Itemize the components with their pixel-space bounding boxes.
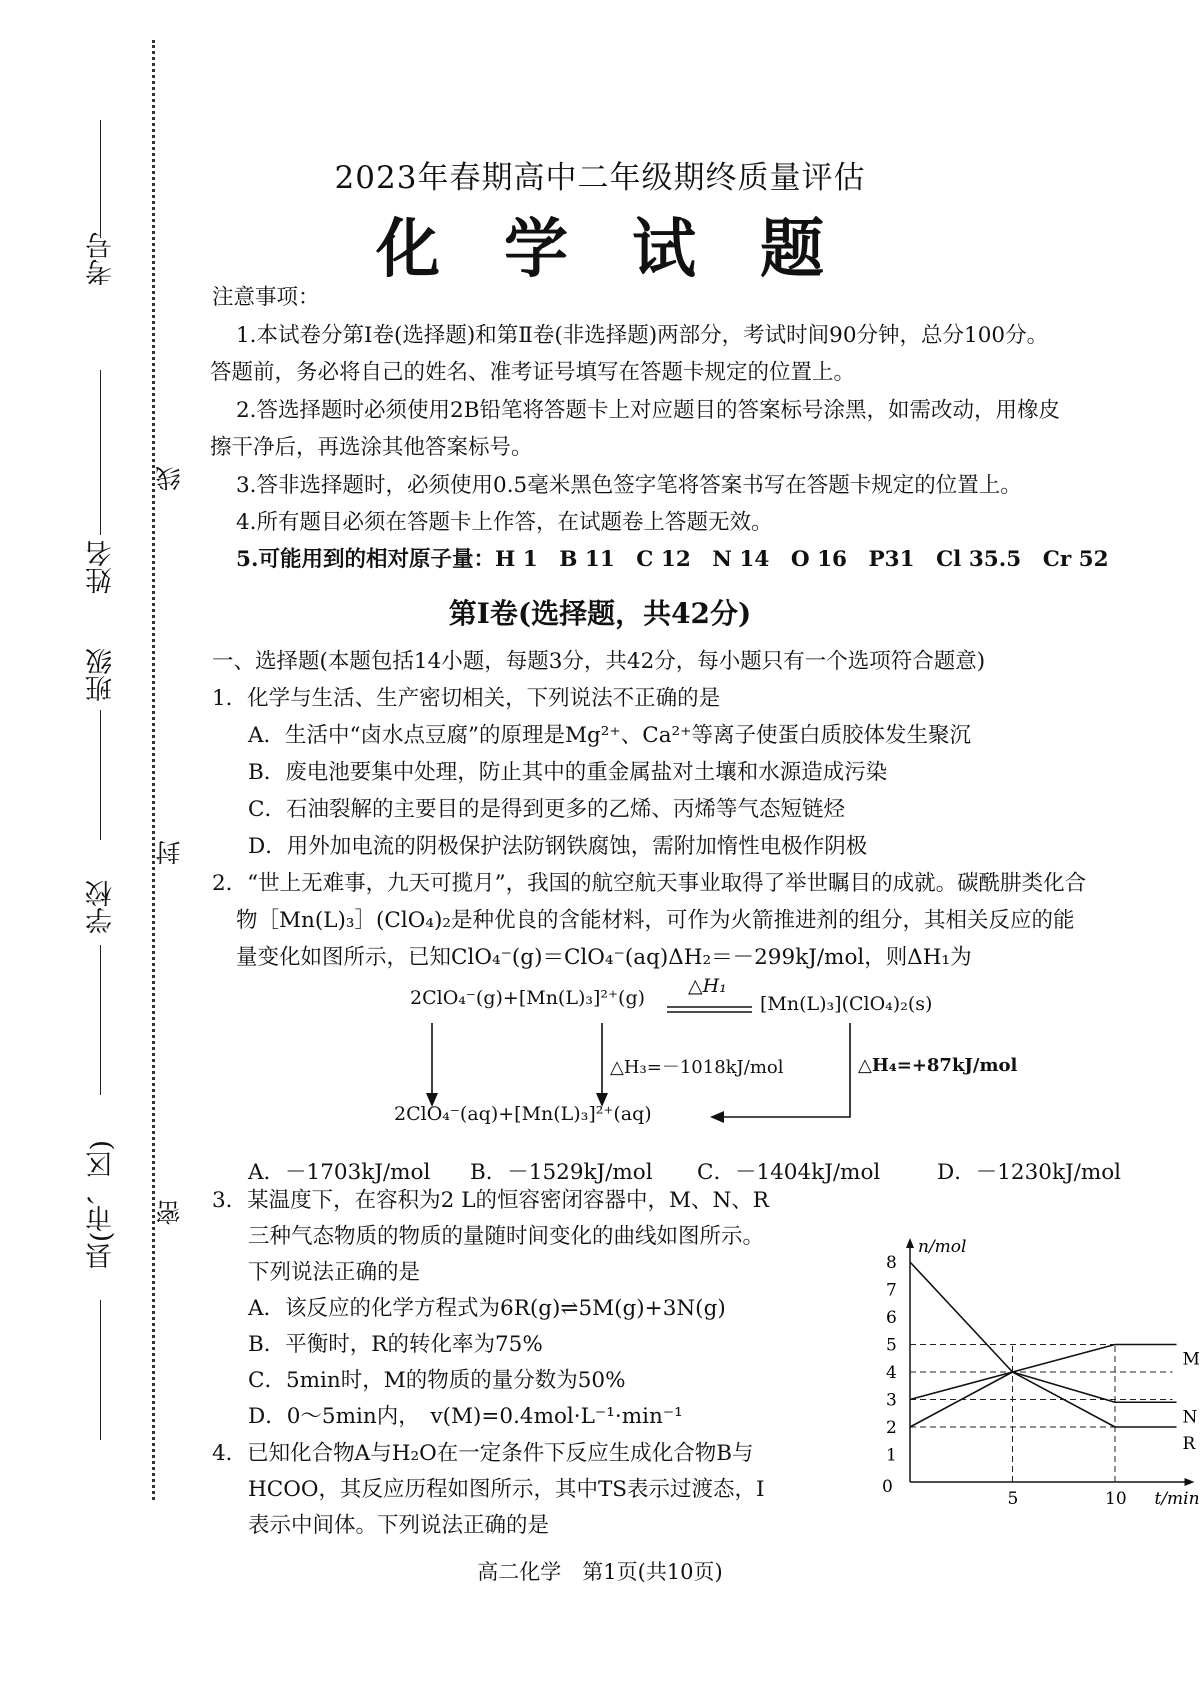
q2-stem-line-3: 量变化如图所示，已知ClO₄⁻(g)＝ClO₄⁻(aq)ΔH₂＝－299kJ/mol，则ΔH₁为 [236,945,972,970]
y-tick-label-2: 2 [886,1418,897,1438]
seal-mark-xian: 线 [155,466,184,491]
y-tick-label-6: 6 [886,1308,897,1328]
origin-label: 0 [882,1477,893,1497]
diagram-dh3: △H₃=－1018kJ/mol [610,1057,784,1078]
seal-mark-mi: 密 [155,1200,184,1225]
diagram-left-top: 2ClO₄⁻(g)+[Mn(L)₃]²⁺(g) [410,987,646,1009]
notes-heading: 注意事项： [212,285,320,310]
note-line-3: 3.答非选择题时，必须使用0.5毫米黑色签字笔将答案书写在答题卡规定的位置上。 [236,473,1022,498]
y-axis-arrowhead [906,1238,914,1248]
q3-chart [860,1220,1200,1510]
y-tick-label-3: 3 [886,1390,897,1411]
sidebar-label-kaohao: 考号 [86,232,117,286]
note-line-5: 5.可能用到的相对原子量：H 1 B 11 C 12 N 14 O 16 P31 Cl 35.5 Cr 52 [236,547,1109,572]
q2-option-c: C．－1404kJ/mol [697,1160,881,1185]
note-line-1: 1.本试卷分第Ⅰ卷(选择题)和第Ⅱ卷(非选择题)两部分，考试时间90分钟，总分100分。 [236,323,1049,348]
exam-subtitle: 2023年春期高中二年级期终质量评估 [334,160,866,196]
q2-stem-line-1: 2．“世上无难事，九天可揽月”，我国的航空航天事业取得了举世瞩目的成就。碳酰肼类化合 [212,871,1087,896]
energy-cycle-diagram [394,975,1030,1145]
y-tick-label-4: 4 [886,1363,897,1383]
sidebar-label-xuexiao: 学校 [86,880,117,934]
q2-stem-line-2: 物［Mn(L)₃］(ClO₄)₂是种优良的含能材料，可作为火箭推进剂的组分，其相关反应的能 [236,908,1075,933]
sidebar-label-banji: 班级 [86,648,117,702]
q3-option-b: B．平衡时，R的转化率为75% [248,1332,543,1357]
q3-option-d: D．0～5min内， v(M)=0.4mol·L⁻¹·min⁻¹ [248,1404,683,1429]
q1-stem: 1．化学与生活、生产密切相关，下列说法不正确的是 [212,686,721,711]
q4-stem-line-2: HCOO，其反应历程如图所示，其中TS表示过渡态，I [248,1477,765,1502]
series-line-M [910,1345,1177,1428]
q1-option-c: C．石油裂解的主要目的是得到更多的乙烯、丙烯等气态短链烃 [248,797,845,822]
q1-option-b: B．废电池要集中处理，防止其中的重金属盐对土壤和水源造成污染 [248,760,888,785]
x-axis-arrowhead [1185,1478,1195,1486]
q3-stem-line-3: 下列说法正确的是 [248,1260,421,1285]
sidebar-line-xingming [100,370,101,535]
note-line-4: 4.所有题目必须在答题卡上作答，在试题卷上答题无效。 [236,510,773,535]
q4-stem-line-1: 4．已知化合物A与H₂O在一定条件下反应生成化合物B与 [212,1441,754,1466]
sidebar-line-xianshi [100,1300,101,1440]
right-arrowhead [710,1111,724,1123]
q1-option-a: A．生活中“卤水点豆腐”的原理是Mg²⁺、Ca²⁺等离子使蛋白质胶体发生聚沉 [248,723,971,748]
q3-option-a: A．该反应的化学方程式为6R(g)⇌5M(g)+3N(g) [248,1296,726,1321]
page-footer: 高二化学 第1页(共10页) [477,1560,723,1584]
x-tick-label-10: 10 [1105,1489,1127,1509]
q2-option-b: B．－1529kJ/mol [470,1160,653,1185]
y-tick-label-5: 5 [886,1335,897,1356]
y-axis-label: n/mol [918,1237,967,1257]
section-title: 第Ⅰ卷(选择题，共42分) [448,597,752,630]
sidebar-line-xuexiao [100,945,101,1095]
note-line-2: 2.答选择题时必须使用2B铅笔将答题卡上对应题目的答案标号涂黑，如需改动，用橡皮 [236,398,1060,423]
q2-option-d: D．－1230kJ/mol [937,1160,1122,1185]
x-axis-label: t/min [1154,1489,1200,1509]
exam-title: 化 学 试 题 [376,212,824,287]
sidebar-label-xingming: 姓名 [86,540,117,594]
series-label-R: R [1182,1434,1196,1454]
note-line-1b: 答题前，务必将自己的姓名、准考证号填写在答题卡规定的位置上。 [210,360,856,385]
q3-stem-line-2: 三种气态物质的物质的量随时间变化的曲线如图所示。 [248,1224,765,1249]
series-line-N [910,1372,1177,1402]
q3-chart-svg [860,1220,1200,1510]
q2-option-a: A．－1703kJ/mol [248,1160,431,1185]
y-tick-label-1: 1 [886,1445,897,1466]
y-tick-label-7: 7 [886,1280,897,1301]
sidebar-label-xianshi: 县(市、区) [86,1140,117,1270]
section-instruction: 一、选择题(本题包括14小题，每题3分，共42分，每小题只有一个选项符合题意) [212,649,986,674]
seal-mark-feng: 封 [155,840,184,865]
diagram-dh4: △H₄=+87kJ/mol [858,1055,1018,1076]
q4-stem-line-3: 表示中间体。下列说法正确的是 [248,1513,550,1538]
diagram-bottom: 2ClO₄⁻(aq)+[Mn(L)₃]²⁺(aq) [394,1103,652,1125]
diagram-dh1: △H₁ [688,975,727,997]
series-label-M: M [1182,1349,1200,1370]
sidebar-line-banji [100,710,101,840]
diagram-right-top: [Mn(L)₃](ClO₄)₂(s) [760,993,933,1015]
q3-option-c: C．5min时，M的物质的量分数为50% [248,1368,626,1393]
q3-stem-line-1: 3．某温度下，在容积为2 L的恒容密闭容器中，M、N、R [212,1188,769,1213]
q1-option-d: D．用外加电流的阴极保护法防钢铁腐蚀，需附加惰性电极作阴极 [248,834,868,859]
y-tick-label-8: 8 [886,1253,897,1273]
x-tick-label-5: 5 [1007,1489,1019,1509]
series-label-N: N [1182,1407,1198,1428]
note-line-2b: 擦干净后，再选涂其他答案标号。 [210,435,533,460]
